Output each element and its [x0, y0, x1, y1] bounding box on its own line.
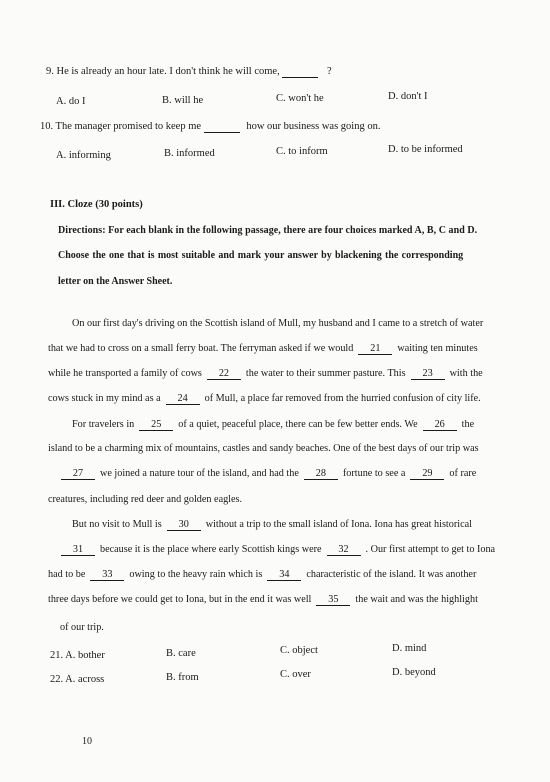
cloze-21-option-b: B. care [166, 648, 196, 659]
cloze-blank: 27 [61, 468, 95, 480]
cloze-22-option-d: D. beyond [392, 667, 436, 678]
question-9-option-d: D. don't I [388, 91, 428, 102]
question-10-stem [40, 121, 380, 133]
passage-text: of our trip. [60, 622, 104, 633]
cloze-blank: 35 [316, 594, 350, 606]
cloze-blank: 32 [327, 544, 361, 556]
question-9-option-c: C. won't he [276, 93, 324, 104]
passage-text: had to be [48, 569, 86, 580]
passage-text: For travelers in [72, 419, 135, 430]
cloze-blank: 29 [410, 468, 444, 480]
question-9-stem-text: 9. He is already an hour late. I don't think he will come, [46, 66, 280, 77]
passage-line [72, 519, 472, 531]
cloze-22-option-a: 22. A. across [50, 674, 105, 685]
cloze-21-option-d: D. mind [392, 643, 427, 654]
passage-line [48, 443, 479, 454]
passage-text: the wait and was the highlight [355, 594, 478, 605]
cloze-blank: 33 [90, 569, 124, 581]
question-9-stem-end: ? [326, 66, 332, 77]
passage-text: of Mull, a place far removed from the hurried confusion of city life. [204, 393, 481, 404]
question-10-option-b: B. informed [164, 148, 215, 159]
page-number: 10 [82, 736, 92, 747]
question-9-option-a: A. do I [56, 96, 86, 107]
passage-text: because it is the place where early Scottish kings were [100, 544, 322, 555]
passage-line [56, 468, 476, 480]
passage-text: that we had to cross on a small ferry boat. The ferryman asked if we would [48, 343, 354, 354]
passage-line [48, 569, 476, 581]
cloze-21-option-a: 21. A. bother [50, 650, 105, 661]
question-10-stem-text: 10. The manager promised to keep me [40, 121, 202, 132]
question-10-option-c: C. to inform [276, 146, 328, 157]
cloze-blank: 34 [267, 569, 301, 581]
passage-line [48, 393, 481, 405]
directions-line-1: Directions: For each blank in the following passage, there are four choices marked A, B, C and D. [58, 225, 478, 236]
question-10-option-a: A. informing [56, 150, 111, 161]
passage-line [60, 622, 104, 633]
passage-text: with the [449, 368, 483, 379]
question-9-stem [46, 66, 332, 78]
passage-line [48, 494, 242, 505]
passage-text: characteristic of the island. It was another [306, 569, 477, 580]
question-9-blank [282, 66, 318, 78]
cloze-blank: 23 [411, 368, 445, 380]
cloze-blank: 22 [207, 368, 241, 380]
passage-text: of rare [449, 468, 477, 479]
passage-line [48, 594, 478, 606]
section-title: III. Cloze (30 points) [50, 199, 143, 210]
passage-text: we joined a nature tour of the island, and had the [100, 468, 299, 479]
passage-text: of a quiet, peaceful place, there can be few better ends. We [178, 419, 418, 430]
directions-line-2: Choose the one that is most suitable and mark your answer by blackening the corresponding [58, 250, 464, 261]
passage-line [72, 318, 483, 329]
passage-text: island to be a charming mix of mountains, castles and sandy beaches. One of the best days of our trip was [48, 443, 479, 454]
passage-text: without a trip to the small island of Iona. Iona has great historical [205, 519, 472, 530]
cloze-blank: 31 [61, 544, 95, 556]
cloze-blank: 28 [304, 468, 338, 480]
cloze-22-option-c: C. over [280, 669, 311, 680]
passage-line [72, 419, 474, 431]
cloze-blank: 24 [166, 393, 200, 405]
passage-line [48, 368, 483, 380]
question-10-blank [204, 121, 240, 133]
passage-line [48, 343, 478, 355]
passage-text: But no visit to Mull is [72, 519, 162, 530]
passage-text: waiting ten minutes [397, 343, 478, 354]
directions-line-3: letter on the Answer Sheet. [58, 276, 173, 287]
cloze-blank: 30 [167, 519, 201, 531]
cloze-blank: 25 [139, 419, 173, 431]
question-9-option-b: B. will he [162, 95, 204, 106]
passage-line [56, 544, 495, 556]
cloze-blank: 21 [358, 343, 392, 355]
cloze-21-option-c: C. object [280, 645, 318, 656]
passage-text: owing to the heavy rain which is [129, 569, 263, 580]
passage-text: while he transported a family of cows [48, 368, 202, 379]
cloze-blank: 26 [423, 419, 457, 431]
passage-text: three days before we could get to Iona, but in the end it was well [48, 594, 312, 605]
passage-text: . Our first attempt to get to Iona [365, 544, 496, 555]
passage-text: the water to their summer pasture. This [245, 368, 406, 379]
cloze-22-option-b: B. from [166, 672, 199, 683]
passage-text: the [461, 419, 475, 430]
passage-text: On our first day's driving on the Scottish island of Mull, my husband and I came to a stretch of water [72, 318, 484, 329]
question-10-option-d: D. to be informed [388, 144, 463, 155]
passage-text: fortune to see a [342, 468, 406, 479]
passage-text: creatures, including red deer and golden eagles. [48, 494, 243, 505]
question-10-stem-end: how our business was going on. [246, 121, 381, 132]
passage-text: cows stuck in my mind as a [48, 393, 161, 404]
